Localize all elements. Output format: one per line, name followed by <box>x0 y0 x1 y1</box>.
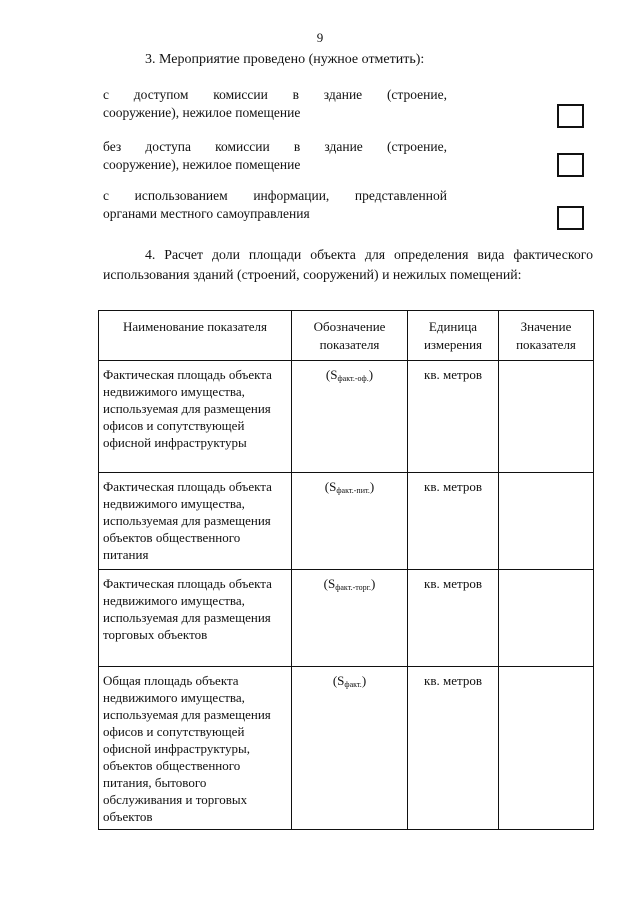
indicator-name: Фактическая площадь объекта недвижимого имущества, используемая для размещения офисов и сопутствующей офисной инфраструктуры <box>99 361 292 473</box>
header-name: Наименование показателя <box>99 311 292 361</box>
indicator-value-cell[interactable] <box>499 570 594 667</box>
option-line2: сооружение), нежилое помещение <box>103 105 301 120</box>
option-line2: органами местного самоуправления <box>103 206 310 221</box>
indicators-table <box>98 310 594 830</box>
indicator-unit: кв. метров <box>408 361 499 473</box>
indicator-symbol: $(S_{факт.})$ <box>292 667 408 830</box>
indicator-name: Фактическая площадь объекта недвижимого имущества, используемая для размещения торговых объектов <box>99 570 292 667</box>
table-row <box>99 667 594 830</box>
section-3-title: 3. Мероприятие проведено (нужное отметить): <box>145 52 425 67</box>
checkbox-municipal-info[interactable] <box>557 206 584 230</box>
section-4-line1: 4. Расчет доли площади объекта для определения вида фактического <box>145 247 593 262</box>
indicator-name: Фактическая площадь объекта недвижимого имущества, используемая для размещения объектов общественного питания <box>99 473 292 570</box>
indicator-unit: кв. метров <box>408 473 499 570</box>
indicator-symbol: $(S_{факт.-пит.})$ <box>292 473 408 570</box>
option-line1: с использованием информации, представленной <box>103 188 447 203</box>
option-with-access <box>103 86 447 122</box>
table-row <box>99 570 594 667</box>
table-row <box>99 361 594 473</box>
section-4-line2: использования зданий (строений, сооружений) и нежилых помещений: <box>103 267 522 282</box>
indicator-value-cell[interactable] <box>499 361 594 473</box>
table-row <box>99 473 594 570</box>
checkbox-without-access[interactable] <box>557 153 584 177</box>
option-with-municipal-info <box>103 187 447 223</box>
checkbox-with-access[interactable] <box>557 104 584 128</box>
indicator-unit: кв. метров <box>408 570 499 667</box>
header-symbol: Обозначение показателя <box>292 311 408 361</box>
table-header-row <box>99 311 594 361</box>
option-line2: сооружение), нежилое помещение <box>103 157 301 172</box>
option-line1: без доступа комиссии в здание (строение, <box>103 139 447 154</box>
section-4-paragraph <box>103 245 593 285</box>
indicator-value-cell[interactable] <box>499 473 594 570</box>
option-line1: с доступом комиссии в здание (строение, <box>103 87 447 102</box>
indicator-symbol: $(S_{факт.-торг.})$ <box>292 570 408 667</box>
header-value: Значение показателя <box>499 311 594 361</box>
header-unit: Единица измерения <box>408 311 499 361</box>
option-without-access <box>103 138 447 174</box>
indicator-value-cell[interactable] <box>499 667 594 830</box>
indicator-unit: кв. метров <box>408 667 499 830</box>
indicator-symbol: $(S_{факт.-оф.})$ <box>292 361 408 473</box>
page-number: 9 <box>316 30 324 45</box>
indicator-name: Общая площадь объекта недвижимого имущества, используемая для размещения офисов и сопутствующей офисной инфраструктуры, объектов общественного питания, бытового обслуживания и торговых объектов <box>99 667 292 830</box>
